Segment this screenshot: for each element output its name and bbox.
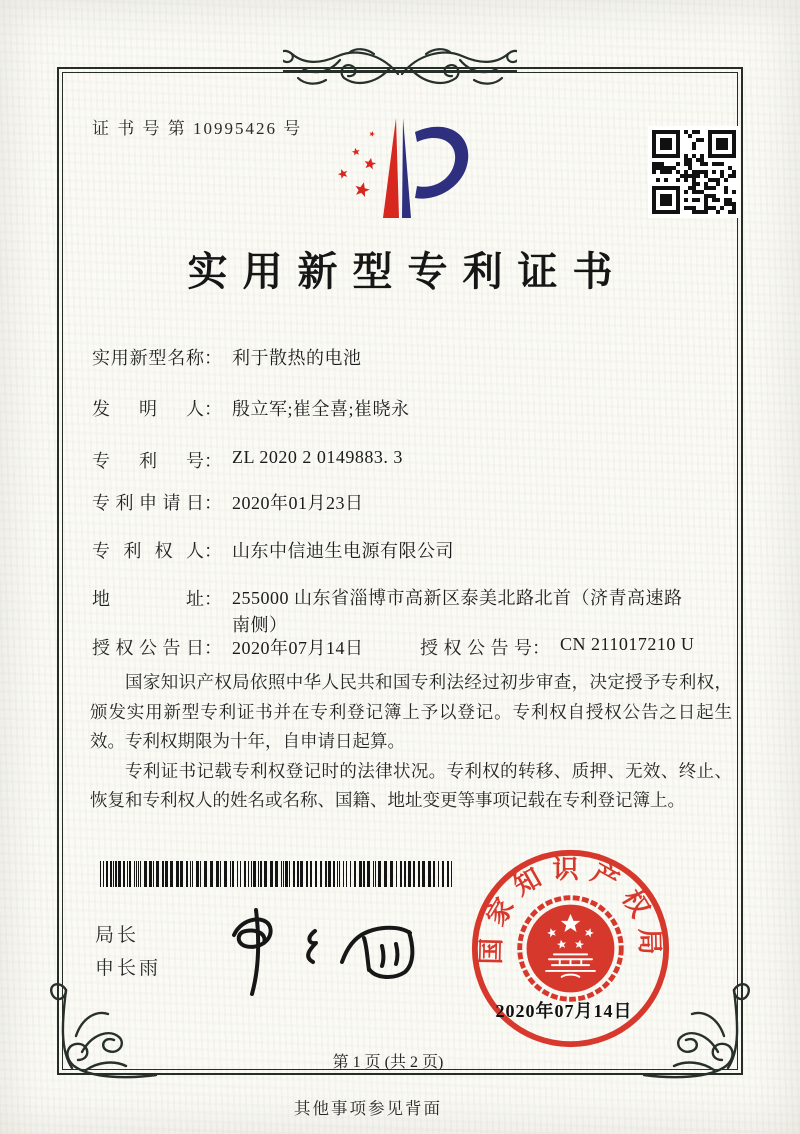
field-row-utility-model-name xyxy=(92,344,362,370)
field-value: 255000 山东省淄博市高新区泰美北路北首（济青高速路南侧） xyxy=(232,588,683,635)
field-row-address xyxy=(92,585,692,639)
grant-date-value: 2020年07月14日 xyxy=(232,638,364,658)
field-label: 实用新型名称 xyxy=(92,348,204,368)
certificate-number: 证 书 号 第 10995426 号 xyxy=(92,119,303,138)
field-row-inventors xyxy=(92,395,410,421)
legal-paragraph-2: 专利证书记载专利权登记时的法律状况。专利权的转移、质押、无效、终止、恢复和专利权人的姓名或名称、国籍、地址变更等事项记载在专利登记簿上。 xyxy=(90,760,732,810)
top-flourish-ornament xyxy=(283,40,517,102)
field-label: 地址 xyxy=(92,589,204,609)
field-label: 授权公告日 xyxy=(92,638,204,658)
seal-agency-text: 国家知识产权局 xyxy=(476,855,665,965)
field-colon: ： xyxy=(204,451,222,471)
field-label: 专利申请日 xyxy=(92,493,204,513)
logo-red-wedge xyxy=(383,118,399,218)
signer-title: 局长 xyxy=(95,925,140,946)
field-colon: ： xyxy=(204,493,222,513)
barcode-icon xyxy=(100,861,456,887)
field-colon: ： xyxy=(204,399,222,419)
field-value: ZL 2020 2 0149883. 3 xyxy=(232,447,403,467)
field-label: 专利权人 xyxy=(92,541,204,561)
certificate-title: 实用新型专利证书 xyxy=(187,249,628,294)
qr-code-icon xyxy=(648,126,740,218)
field-label: 专利号 xyxy=(92,451,204,471)
legal-paragraph-1: 国家知识产权局依照中华人民共和国专利法经过初步审查，决定授予专利权，颁发实用新型专利证书并在专利登记簿上予以登记。专利权自授权公告之日起生效。专利权期限为十年，自申请日起算。 xyxy=(90,672,732,751)
legal-body-text xyxy=(90,668,732,816)
field-colon: ： xyxy=(204,589,222,609)
page-number: 第 1 页 (共 2 页) xyxy=(332,1054,444,1071)
back-side-note: 其他事项参见背面 xyxy=(294,1099,442,1118)
field-value: 山东中信迪生电源有限公司 xyxy=(232,541,454,561)
grant-number-group xyxy=(420,634,694,660)
seal-date: 2020年07月14日 xyxy=(495,1001,633,1021)
field-value: 2020年01月23日 xyxy=(232,493,364,513)
field-colon: ： xyxy=(204,541,222,561)
seal-national-emblem xyxy=(520,898,622,1000)
field-label: 发明人 xyxy=(92,399,204,419)
cnipa-logo-icon xyxy=(325,112,475,230)
field-colon: ： xyxy=(204,638,222,658)
grant-number-value: CN 211017210 U xyxy=(560,634,695,654)
field-colon: ： xyxy=(204,348,222,368)
field-value: 殷立军;崔全喜;崔晓永 xyxy=(232,399,410,419)
signer-name: 申长雨 xyxy=(95,958,162,979)
field-colon: ： xyxy=(532,638,550,658)
logo-blue-p-bowl xyxy=(415,127,468,199)
field-row-grant xyxy=(92,634,732,660)
field-row-patent-number xyxy=(92,447,403,473)
field-value: 利于散热的电池 xyxy=(232,348,362,368)
field-row-filing-date xyxy=(92,489,364,515)
field-row-patentee xyxy=(92,537,454,563)
logo-stars xyxy=(337,130,377,197)
logo-blue-stripe xyxy=(402,118,411,218)
field-label: 授权公告号 xyxy=(420,638,532,658)
signature-icon xyxy=(212,905,427,997)
